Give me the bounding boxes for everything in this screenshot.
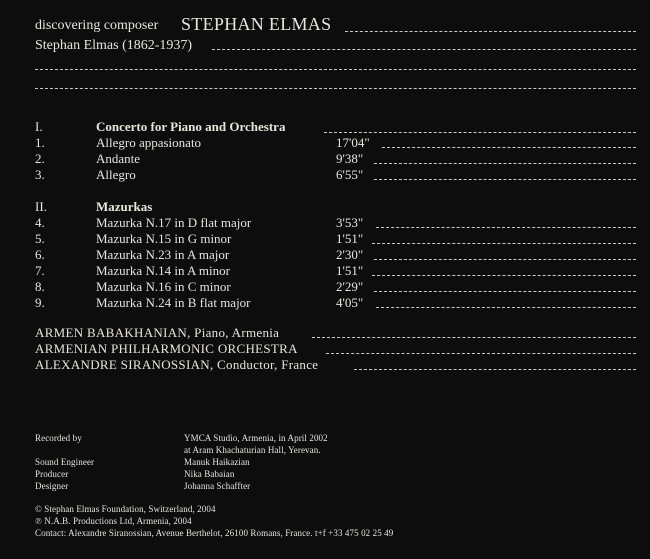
track-number: 2. — [35, 151, 45, 166]
performer-soloist: ARMEN BABAKHANIAN, Piano, Armenia — [35, 325, 280, 340]
contact-line: Contact: Alexandre Siranossian, Avenue Berthelot, 26100 Romans, France. t+f +33 475 02 25 49 — [35, 528, 394, 538]
section-1-title: Concerto for Piano and Orchestra — [96, 119, 286, 134]
credit-value: Johanna Schaffter — [184, 481, 251, 491]
track-leader — [374, 179, 636, 180]
track-title: Mazurka N.24 in B flat major — [96, 295, 251, 310]
performer-leader — [312, 337, 636, 338]
performer-leader — [326, 353, 636, 354]
header-prefix: discovering composer — [35, 18, 159, 33]
track-number: 5. — [35, 231, 45, 246]
track-leader — [374, 259, 636, 260]
track-leader — [374, 291, 636, 292]
track-leader — [372, 275, 636, 276]
composer-subtitle: Stephan Elmas (1862-1937) — [35, 38, 193, 53]
track-number: 4. — [35, 215, 45, 230]
track-title: Allegro appasionato — [96, 135, 202, 150]
performer-leader — [354, 369, 636, 370]
track-number: 6. — [35, 247, 45, 262]
track-title: Mazurka N.17 in D flat major — [96, 215, 252, 230]
track-title: Mazurka N.14 in A minor — [96, 263, 230, 278]
copyright-production: ℗ N.A.B. Productions Ltd, Armenia, 2004 — [35, 516, 192, 526]
track-title: Mazurka N.23 in A major — [96, 247, 230, 262]
track-time: 9'38" — [336, 151, 364, 166]
credit-label: Designer — [35, 481, 69, 491]
track-time: 2'30" — [336, 247, 364, 262]
credit-label: Sound Engineer — [35, 457, 95, 467]
credit-value: Manuk Haikazian — [184, 457, 250, 467]
track-leader — [376, 307, 636, 308]
section-2-numeral: II. — [35, 199, 47, 214]
track-leader — [376, 227, 636, 228]
composer-name: STEPHAN ELMAS — [181, 14, 332, 34]
track-time: 4'05" — [336, 295, 364, 310]
track-leader — [372, 243, 636, 244]
copyright-foundation: © Stephan Elmas Foundation, Switzerland, 2004 — [35, 504, 216, 514]
track-time: 2'29" — [336, 279, 364, 294]
track-time: 17'04" — [336, 135, 370, 150]
track-time: 1'51" — [336, 231, 364, 246]
credit-value: YMCA Studio, Armenia, in April 2002 — [184, 433, 328, 443]
blank-leader-1 — [35, 69, 636, 70]
credit-label: Producer — [35, 469, 69, 479]
track-time: 6'55" — [336, 167, 364, 182]
credit-value: at Aram Khachaturian Hall, Yerevan. — [184, 445, 321, 455]
track-number: 3. — [35, 167, 45, 182]
header-leader — [345, 31, 636, 32]
performer-conductor: ALEXANDRE SIRANOSSIAN, Conductor, France — [35, 357, 319, 372]
blank-leader-2 — [35, 88, 636, 89]
track-time: 3'53" — [336, 215, 364, 230]
track-title: Allegro — [96, 167, 136, 182]
track-title: Andante — [96, 151, 141, 166]
track-leader — [374, 163, 636, 164]
section-2-title: Mazurkas — [96, 199, 153, 214]
subtitle-leader — [212, 49, 636, 50]
section-1-leader — [324, 132, 636, 133]
track-leader — [382, 147, 636, 148]
track-number: 7. — [35, 263, 45, 278]
track-title: Mazurka N.16 in C minor — [96, 279, 231, 294]
section-1-numeral: I. — [35, 119, 43, 134]
track-number: 9. — [35, 295, 45, 310]
credit-value: Nika Babaian — [184, 469, 235, 479]
track-number: 1. — [35, 135, 45, 150]
track-title: Mazurka N.15 in G minor — [96, 231, 232, 246]
track-time: 1'51" — [336, 263, 364, 278]
performer-orchestra: ARMENIAN PHILHARMONIC ORCHESTRA — [35, 341, 298, 356]
track-number: 8. — [35, 279, 45, 294]
credit-label: Recorded by — [35, 433, 82, 443]
